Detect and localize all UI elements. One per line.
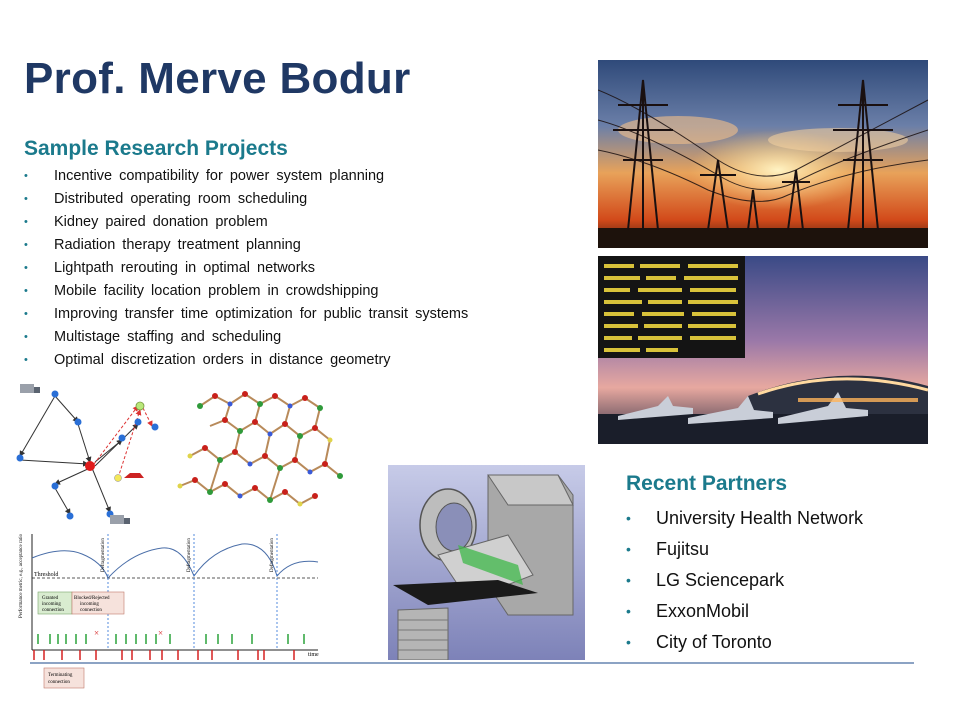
list-item: • Radiation therapy treatment planning [24,235,468,258]
list-item: • Lightpath rerouting in optimal networks [24,258,468,281]
rejected-mark: × [158,628,164,638]
list-item: • City of Toronto [626,629,863,660]
vehicle-icon [10,382,170,527]
terminating-legend-box [44,668,84,688]
linac-icon [388,465,585,660]
list-item: • Multistage staffing and scheduling [24,327,468,350]
partners-list [626,505,863,660]
list-item: • ExxonMobil [626,598,863,629]
radiation-machine-figure [388,465,585,660]
list-item: • LG Sciencepark [626,567,863,598]
blocked-label: incoming [80,602,99,607]
granted-label: incoming [42,602,61,607]
event-label: Defragmentation [270,538,275,572]
list-item: • Mobile facility location problem in crowdshipping [24,281,468,304]
blocked-label: connection [80,608,102,613]
page-title: Prof. Merve Bodur [24,54,411,103]
list-item: • Distributed operating room scheduling [24,189,468,212]
metric-line [32,544,318,578]
x-axis-label: time [308,652,319,658]
list-item: • Improving transfer time optimization for public transit systems [24,304,468,327]
partners-heading: Recent Partners [626,472,788,495]
y-axis-label: Performance metric, e.g., acceptance ratio [19,533,24,618]
threshold-label: Threshold [34,572,59,578]
terminating-label: connection [48,680,70,685]
blocked-label: Blocked/Rejected [74,596,110,601]
granted-label: Granted [42,596,59,601]
power-lines-photo [598,60,928,248]
network-diagram [10,382,170,527]
terminating-label: Terminating [48,673,73,678]
list-item: • Optimal discretization orders in distance geometry [24,350,468,373]
research-heading: Sample Research Projects [24,137,288,160]
rejected-mark: × [94,628,100,638]
event-label: Defragmentation [187,538,192,572]
granted-label: connection [42,608,64,613]
power-tower-icon [598,60,928,248]
timeline-chart [12,528,342,690]
footer-divider [30,662,914,664]
list-item: • University Health Network [626,505,863,536]
list-item: • Incentive compatibility for power system planning [24,166,468,189]
molecule-icon [170,376,360,524]
research-list [24,166,468,373]
airplane-icon [598,256,928,444]
list-item: • Kidney paired donation problem [24,212,468,235]
airport-photo [598,256,928,444]
molecule-figure [170,376,360,524]
event-label: Defragmentation [101,538,106,572]
list-item: • Fujitsu [626,536,863,567]
